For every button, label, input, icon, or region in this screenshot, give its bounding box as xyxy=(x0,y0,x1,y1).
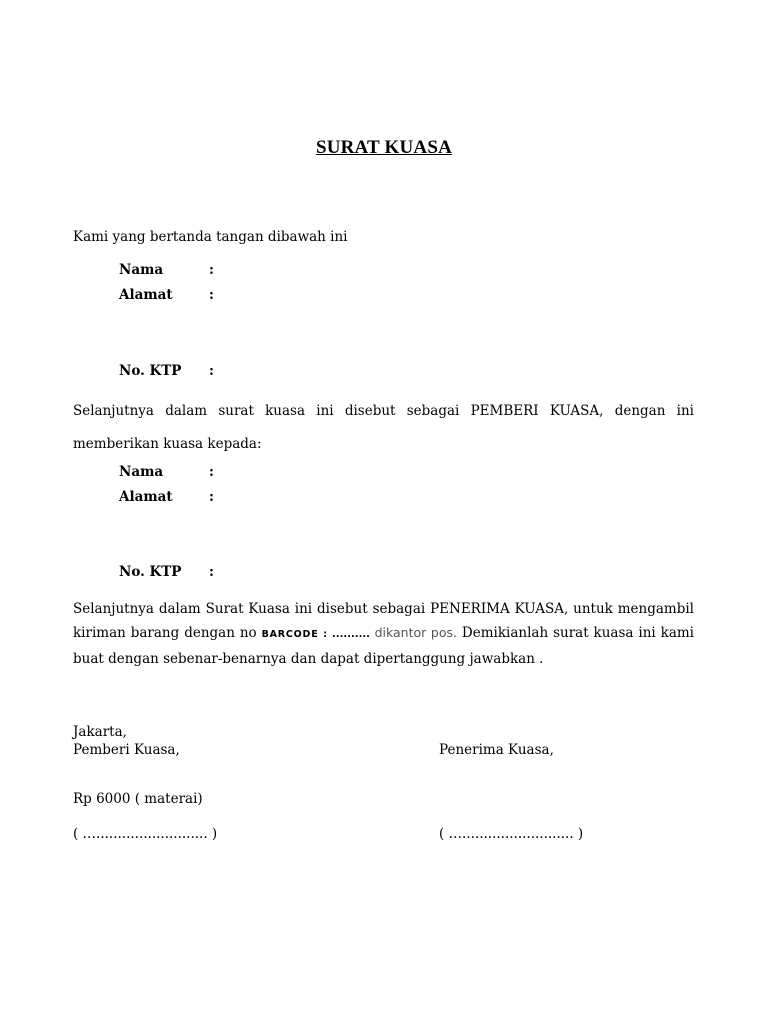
place-text: Jakarta, xyxy=(73,724,127,740)
stamp-note: Rp 6000 ( materai) xyxy=(73,791,203,807)
receiver-ktp-colon: : xyxy=(209,564,214,580)
giver-signature-line: ( ….......................... ) xyxy=(73,826,218,842)
receiver-signature-line: ( ….......................... ) xyxy=(439,826,584,842)
giver-name-colon: : xyxy=(209,262,214,278)
receiver-address-label: Alamat xyxy=(119,489,173,505)
receiver-signature-label: Penerima Kuasa, xyxy=(439,742,554,758)
receiver-name-label: Nama xyxy=(119,464,164,480)
receiver-paragraph-part2: dikantor pos. xyxy=(369,625,457,640)
giver-paragraph: Selanjutnya dalam surat kuasa ini disebut sebagai PEMBERI KUASA, dengan ini memberikan kuasa kepada: xyxy=(73,403,694,452)
giver-signature-label: Pemberi Kuasa, xyxy=(73,742,180,758)
giver-address-label: Alamat xyxy=(119,287,173,303)
receiver-address-colon: : xyxy=(209,489,214,505)
barcode-label: BARCODE : xyxy=(261,629,328,640)
giver-ktp-label: No. KTP xyxy=(119,363,182,379)
intro-text: Kami yang bertanda tangan dibawah ini xyxy=(73,229,348,245)
giver-address-colon: : xyxy=(209,287,214,303)
receiver-paragraph xyxy=(73,597,694,671)
receiver-paragraph-part1: Selanjutnya dalam Surat Kuasa ini disebut sebagai PENERIMA KUASA, untuk mengambil kiriman barang dengan no xyxy=(73,601,694,641)
receiver-ktp-label: No. KTP xyxy=(119,564,182,580)
receiver-paragraph-part3: Demikianlah surat kuasa ini kami buat dengan sebenar-benarnya dan dapat dipertanggung jawabkan . xyxy=(73,625,694,667)
receiver-name-colon: : xyxy=(209,464,214,480)
giver-name-label: Nama xyxy=(119,262,164,278)
barcode-dots: .......... xyxy=(327,629,370,640)
document-title: SURAT KUASA xyxy=(315,137,453,158)
giver-ktp-colon: : xyxy=(209,363,214,379)
